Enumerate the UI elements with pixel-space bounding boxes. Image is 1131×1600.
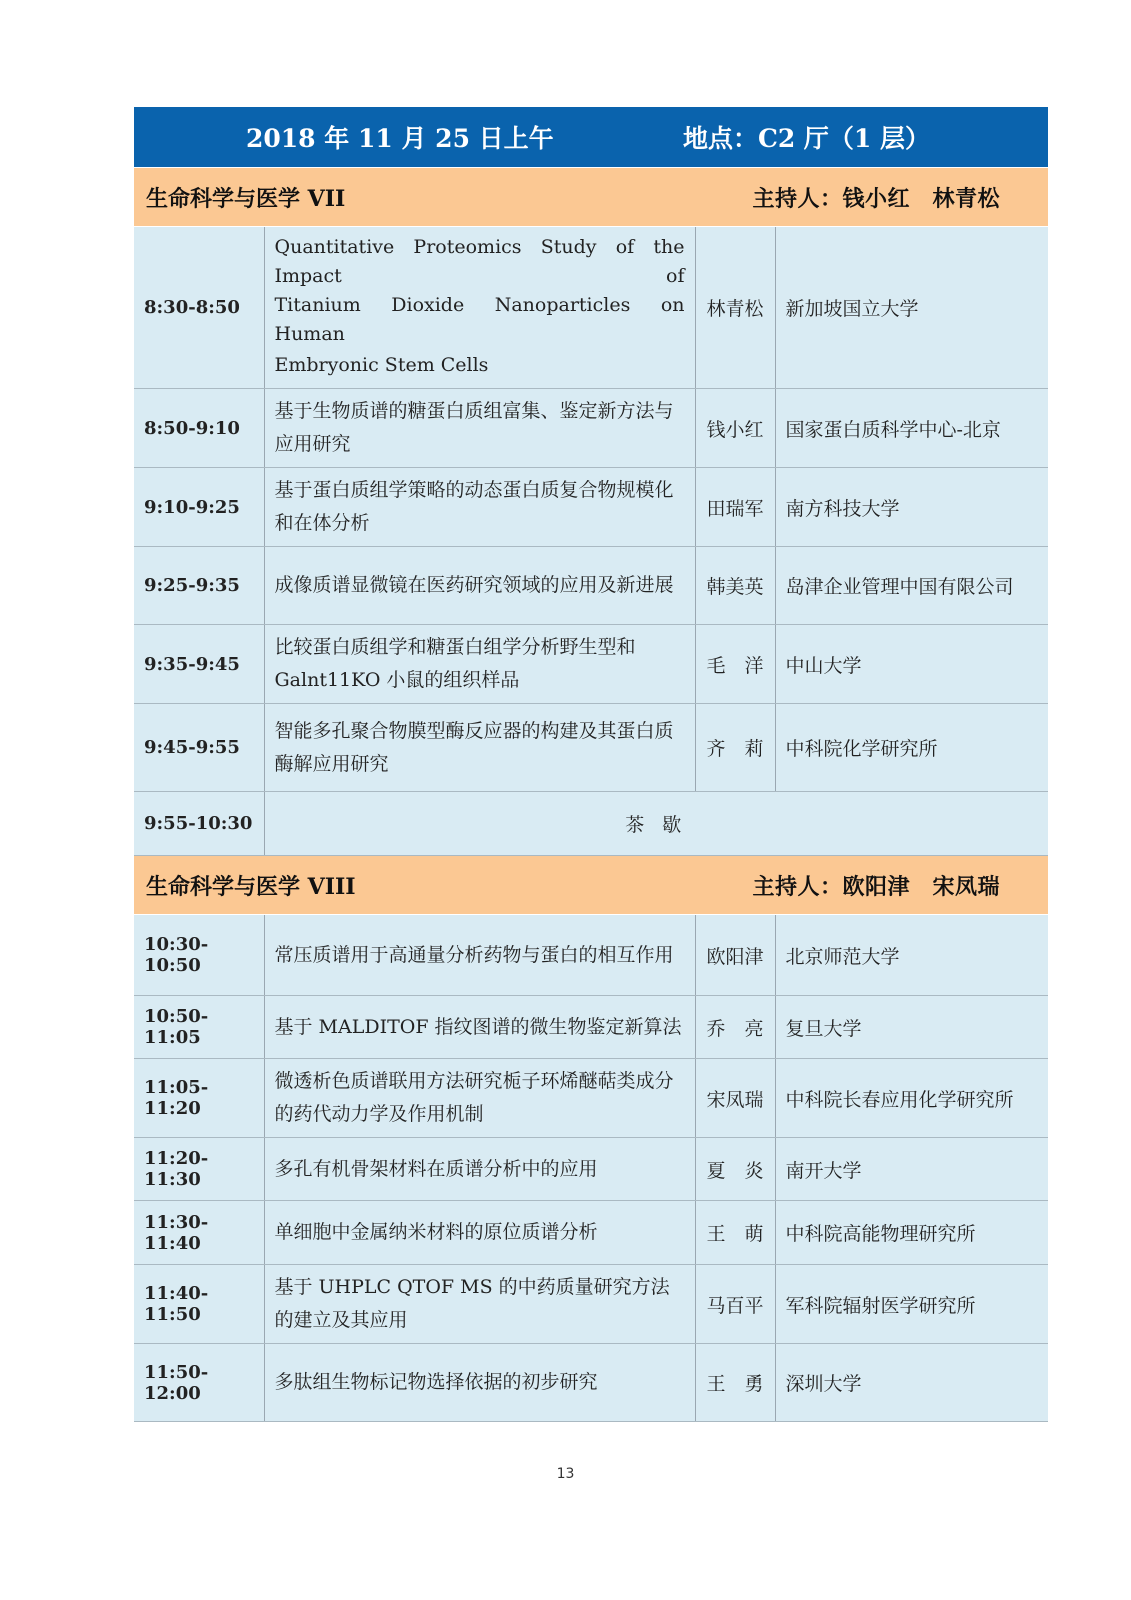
talk-institution: 军科院辐射医学研究所 — [775, 1265, 1048, 1344]
talk-title: 比较蛋白质组学和糖蛋白组学分析野生型和Galnt11KO 小鼠的组织样品 — [274, 636, 636, 691]
talk-institution: 岛津企业管理中国有限公司 — [775, 547, 1048, 625]
talk-title: 微透析色质谱联用方法研究栀子环烯醚萜类成分的药代动力学及作用机制 — [274, 1070, 674, 1125]
talk-time: 11:20-11:30 — [134, 1138, 264, 1201]
talk-time: 11:05-11:20 — [134, 1059, 264, 1138]
talk-institution: 中科院化学研究所 — [775, 704, 1048, 792]
talk-row — [134, 1201, 1048, 1265]
talk-title-cell — [264, 547, 695, 625]
session-header-row — [134, 168, 1048, 227]
talk-row — [134, 468, 1048, 547]
talk-title: 成像质谱显微镜在医药研究领域的应用及新进展 — [274, 574, 674, 596]
talk-title-cell — [264, 1059, 695, 1138]
talk-institution: 新加坡国立大学 — [775, 227, 1048, 389]
talk-time: 9:10-9:25 — [134, 468, 264, 547]
break-label: 茶 歇 — [264, 792, 1048, 856]
talk-time: 11:50-12:00 — [134, 1344, 264, 1422]
talk-title: 常压质谱用于高通量分析药物与蛋白的相互作用 — [274, 943, 674, 966]
talk-time: 8:50-9:10 — [134, 389, 264, 468]
talk-row — [134, 625, 1048, 704]
talk-institution: 深圳大学 — [775, 1344, 1048, 1422]
talk-title-cell — [264, 1201, 695, 1265]
talk-title-cell — [264, 389, 695, 468]
talk-speaker: 毛 洋 — [695, 625, 775, 704]
talk-row — [134, 227, 1048, 389]
talk-title-line: Quantitative Proteomics Study of the Impact of — [274, 236, 685, 287]
talk-title: Embryonic Stem Cells — [274, 354, 489, 376]
talk-speaker: 韩美英 — [695, 547, 775, 625]
talk-title: 单细胞中金属纳米材料的原位质谱分析 — [274, 1221, 598, 1243]
talk-title: 基于 UHPLC QTOF MS 的中药质量研究方法的建立及其应用 — [274, 1276, 670, 1331]
break-row — [134, 792, 1048, 856]
session-hosts: 主持人：欧阳津 宋凤瑞 — [752, 873, 1001, 900]
talk-row — [134, 1138, 1048, 1201]
talk-institution: 中科院长春应用化学研究所 — [775, 1059, 1048, 1138]
talk-row — [134, 704, 1048, 792]
talk-speaker: 钱小红 — [695, 389, 775, 468]
talk-title: 基于蛋白质组学策略的动态蛋白质复合物规模化和在体分析 — [274, 479, 674, 534]
talk-title-cell — [264, 996, 695, 1059]
talk-time: 10:50-11:05 — [134, 996, 264, 1059]
talk-title-line: Titanium Dioxide Nanoparticles on Human — [274, 294, 685, 345]
talk-title-cell — [264, 1344, 695, 1422]
talk-speaker: 宋凤瑞 — [695, 1059, 775, 1138]
talk-institution: 南方科技大学 — [775, 468, 1048, 547]
talk-title: 多孔有机骨架材料在质谱分析中的应用 — [274, 1157, 598, 1180]
talk-speaker: 欧阳津 — [695, 915, 775, 996]
talk-time: 9:25-9:35 — [134, 547, 264, 625]
talk-time: 11:40-11:50 — [134, 1265, 264, 1344]
talk-title-cell — [264, 227, 695, 389]
talk-speaker: 林青松 — [695, 227, 775, 389]
talk-row — [134, 996, 1048, 1059]
talk-title: 多肽组生物标记物选择依据的初步研究 — [274, 1371, 598, 1393]
talk-title-cell — [264, 468, 695, 547]
talk-speaker: 王 勇 — [695, 1344, 775, 1422]
talk-title-cell — [264, 915, 695, 996]
talk-institution: 中科院高能物理研究所 — [775, 1201, 1048, 1265]
session-title: 生命科学与医学 VII — [146, 185, 346, 212]
talk-title-cell — [264, 1138, 695, 1201]
talk-institution: 南开大学 — [775, 1138, 1048, 1201]
talk-row — [134, 915, 1048, 996]
schedule-venue: 地点：C2 厅（1 层） — [682, 124, 931, 153]
talk-speaker: 王 萌 — [695, 1201, 775, 1265]
talk-speaker: 齐 莉 — [695, 704, 775, 792]
page-number: 13 — [556, 1466, 575, 1482]
talk-row — [134, 547, 1048, 625]
talk-institution: 复旦大学 — [775, 996, 1048, 1059]
talk-row — [134, 1059, 1048, 1138]
session-header-row — [134, 856, 1048, 915]
talk-institution: 北京师范大学 — [775, 915, 1048, 996]
break-time: 9:55-10:30 — [134, 792, 264, 856]
talk-title-cell — [264, 625, 695, 704]
talk-row — [134, 1265, 1048, 1344]
talk-title-cell — [264, 1265, 695, 1344]
talk-institution: 中山大学 — [775, 625, 1048, 704]
session-title: 生命科学与医学 VIII — [146, 873, 356, 900]
talk-institution: 国家蛋白质科学中心-北京 — [775, 389, 1048, 468]
talk-speaker: 田瑞军 — [695, 468, 775, 547]
session-hosts: 主持人：钱小红 林青松 — [752, 185, 1001, 212]
talk-speaker: 马百平 — [695, 1265, 775, 1344]
talk-time: 8:30-8:50 — [134, 227, 264, 389]
schedule-table — [134, 107, 1048, 1422]
schedule-header-row — [134, 107, 1048, 168]
talk-time: 11:30-11:40 — [134, 1201, 264, 1265]
talk-title: 基于生物质谱的糖蛋白质组富集、鉴定新方法与应用研究 — [274, 400, 674, 455]
schedule-date: 2018 年 11 月 25 日上午 — [246, 124, 554, 153]
talk-row — [134, 1344, 1048, 1422]
talk-title: 智能多孔聚合物膜型酶反应器的构建及其蛋白质酶解应用研究 — [274, 719, 674, 775]
talk-speaker: 乔 亮 — [695, 996, 775, 1059]
talk-title-cell — [264, 704, 695, 792]
talk-title: 基于 MALDITOF 指纹图谱的微生物鉴定新算法 — [274, 1015, 682, 1038]
talk-speaker: 夏 炎 — [695, 1138, 775, 1201]
talk-time: 9:35-9:45 — [134, 625, 264, 704]
talk-time: 10:30-10:50 — [134, 915, 264, 996]
talk-row — [134, 389, 1048, 468]
talk-time: 9:45-9:55 — [134, 704, 264, 792]
